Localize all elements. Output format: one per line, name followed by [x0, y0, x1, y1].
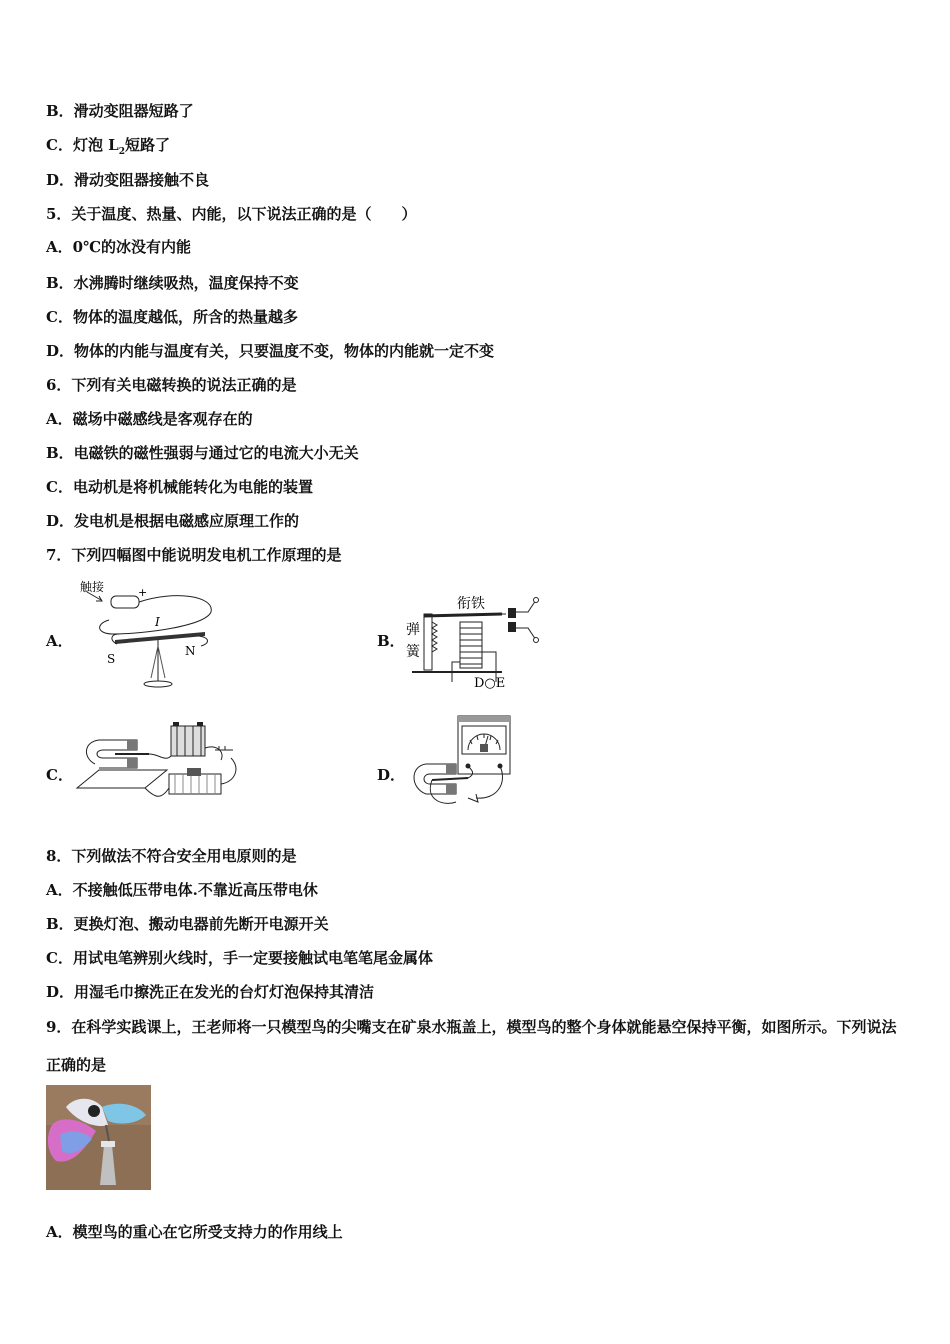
q5-option-b: B．水沸腾时继续吸热，温度保持不变: [46, 274, 299, 292]
q9-photo-balancing-bird: [46, 1085, 151, 1190]
q4-option-b: B．滑动变阻器短路了: [46, 102, 194, 120]
fig-a-n-label: N: [185, 644, 196, 658]
question-9: 9．在科学实践课上，王老师将一只模型鸟的尖嘴支在矿泉水瓶盖上，模型鸟的整个身体就能悬空保持平衡，如图所示。下列说法正确的是: [46, 1018, 897, 1074]
q6-option-d: D．发电机是根据电磁感应原理工作的: [46, 512, 300, 530]
q6-option-b: B．电磁铁的磁性强弱与通过它的电流大小无关: [46, 444, 359, 462]
q7-option-a-label: A．: [46, 632, 73, 650]
q5-option-a: A．0℃的冰没有内能: [46, 238, 192, 256]
fig-a-s-label: S: [107, 652, 116, 666]
q5-option-c: C．物体的温度越低，所含的热量越多: [46, 308, 298, 326]
question-7: 7．下列四幅图中能说明发电机工作原理的是: [46, 546, 342, 564]
q8-option-a: A．不接触低压带电体.不靠近高压带电休: [46, 881, 318, 899]
fig-a-touch-label: 触接: [80, 580, 105, 594]
q7-figure-d-generator-with-galvanometer: [406, 714, 516, 810]
q8-option-c: C．用试电笔辨别火线时，手一定要接触试电笔笔尾金属体: [46, 949, 433, 967]
q7-figure-b-electromagnetic-relay: [402, 592, 547, 690]
question-5: 5．关于温度、热量、内能，以下说法正确的是（ ）: [46, 205, 417, 223]
q8-option-d: D．用湿毛巾擦洗正在发光的台灯灯泡保持其清洁: [46, 983, 375, 1001]
q4-option-c: C．灯泡 $L_2$短路了: [46, 136, 170, 157]
question-6: 6．下列有关电磁转换的说法正确的是: [46, 376, 297, 394]
q4-option-d: D．滑动变阻器接触不良: [46, 171, 210, 189]
fig-a-plus-label: +: [138, 586, 148, 599]
fig-b-armature-label: 衔铁: [457, 596, 485, 612]
q7-figure-a-induction-coil: [75, 578, 225, 690]
q5-option-d: D．物体的内能与温度有关，只要温度不变，物体的内能就一定不变: [46, 342, 495, 360]
fig-a-current-label: I: [155, 615, 160, 629]
fig-b-de-label: D○E: [474, 676, 506, 690]
fig-b-spring-label-1: 弹: [406, 622, 420, 638]
q8-option-b: B．更换灯泡、搬动电器前先断开电源开关: [46, 915, 329, 933]
q6-option-c: C．电动机是将机械能转化为电能的装置: [46, 478, 313, 496]
q7-option-d-label: D．: [377, 766, 406, 784]
question-8: 8．下列做法不符合安全用电原则的是: [46, 847, 297, 865]
q7-figure-c-motor-with-battery: [75, 718, 245, 810]
q7-option-b-label: B．: [377, 632, 405, 650]
fig-b-spring-label-2: 簧: [406, 644, 420, 660]
q9-option-a: A．模型鸟的重心在它所受支持力的作用线上: [46, 1223, 343, 1241]
q6-option-a: A．磁场中磁感线是客观存在的: [46, 410, 253, 428]
q7-option-c-label: C．: [46, 766, 73, 784]
